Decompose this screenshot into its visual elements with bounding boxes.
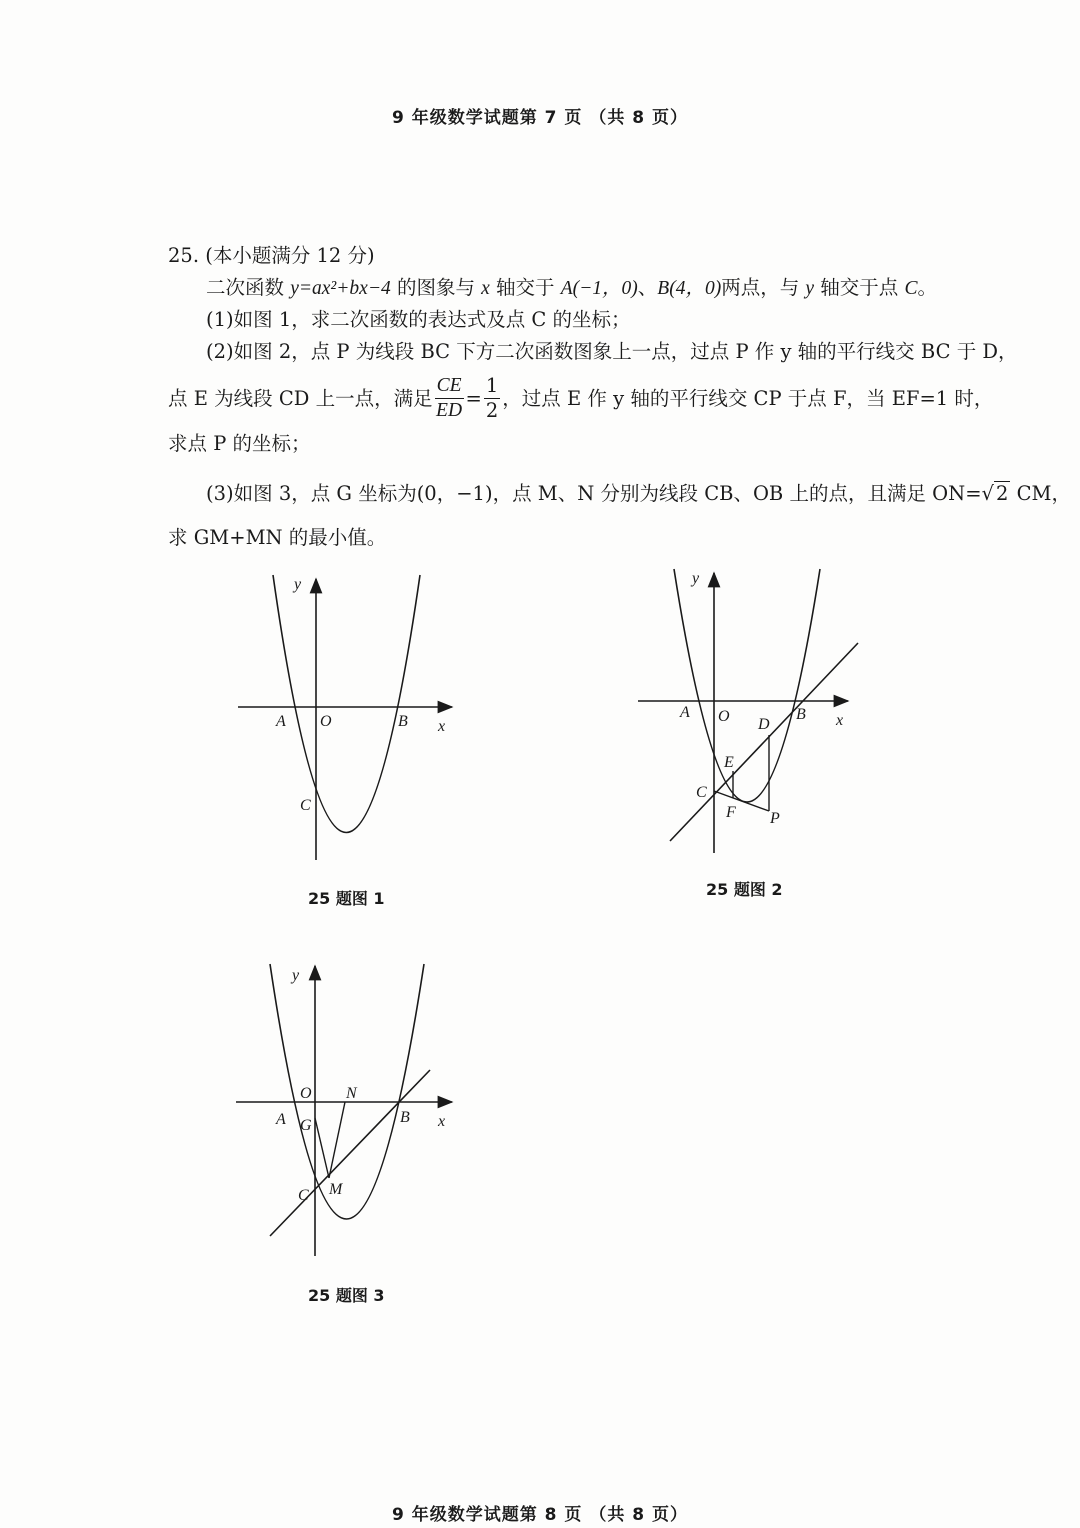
label-a: A — [680, 704, 690, 721]
label-o: O — [300, 1085, 312, 1102]
question-part-2-line-1: (2)如图 2，点 P 为线段 BC 下方二次函数图象上一点，过点 P 作 y 轴的平行线交 BC 于 D， — [206, 340, 1018, 363]
label-o: O — [718, 708, 730, 725]
stem-point-b: B(4，0) — [657, 278, 722, 299]
question-score-note: (本小题满分 12 分) — [205, 244, 375, 267]
label-b: B — [796, 706, 806, 723]
question-heading — [168, 246, 375, 266]
question-stem — [206, 278, 937, 299]
figure-2 — [630, 565, 870, 865]
label-x: x — [836, 712, 844, 729]
fraction-ce-ed — [435, 376, 464, 422]
label-y: y — [294, 576, 302, 593]
figure-1 — [230, 565, 470, 865]
label-a: A — [276, 1111, 286, 1128]
fraction-denominator: ED — [436, 400, 463, 422]
stem-var: y — [805, 278, 815, 299]
stem-text: 轴交于 — [489, 276, 561, 299]
fraction-numerator: 1 — [484, 376, 500, 399]
sqrt-symbol: √ — [981, 482, 994, 505]
part2-text: 点 E 为线段 CD 上一点，满足 — [168, 387, 433, 411]
stem-text: 。 — [917, 276, 937, 299]
label-y: y — [292, 967, 300, 984]
figure-2-caption: 25 题图 2 — [706, 880, 783, 899]
stem-point-a: A(−1，0) — [560, 278, 638, 299]
part3-text: CM， — [1010, 482, 1071, 505]
label-m: M — [329, 1181, 343, 1198]
stem-text: 轴交于点 — [814, 276, 905, 299]
label-c: C — [696, 784, 707, 801]
fraction-one-half — [484, 376, 500, 422]
label-c: C — [298, 1187, 309, 1204]
label-f: F — [726, 804, 736, 821]
question-part-1: (1)如图 1，求二次函数的表达式及点 C 的坐标； — [206, 308, 631, 331]
label-y: y — [692, 570, 700, 587]
question-part-2-line-2 — [168, 376, 993, 422]
label-b: B — [398, 713, 408, 730]
stem-point-c: C — [904, 278, 918, 299]
question-part-3-line-1 — [206, 484, 1071, 504]
fraction-numerator: CE — [435, 376, 464, 399]
equals-sign: = — [465, 387, 482, 411]
segment-gm — [315, 1118, 329, 1178]
fraction-denominator: 2 — [485, 399, 499, 423]
part2-text: ，过点 E 作 y 轴的平行线交 CP 于点 F，当 EF=1 时， — [502, 387, 994, 411]
label-g: G — [300, 1117, 312, 1134]
label-e: E — [724, 754, 734, 771]
label-p: P — [770, 810, 780, 827]
parabola — [674, 569, 820, 802]
figure-3-caption: 25 题图 3 — [308, 1286, 385, 1305]
stem-text: 的图象与 — [390, 276, 482, 299]
question-part-2-line-3: 求点 P 的坐标； — [168, 432, 311, 455]
page-footer-bottom: 9 年级数学试题第 8 页 （共 8 页） — [392, 1505, 688, 1525]
question-number: 25. — [168, 244, 200, 267]
stem-text: 两点，与 — [721, 276, 806, 299]
label-n: N — [346, 1085, 357, 1102]
label-c: C — [300, 797, 311, 814]
label-b: B — [400, 1109, 410, 1126]
label-o: O — [320, 713, 332, 730]
stem-text: 二次函数 — [206, 276, 291, 299]
figure-3 — [230, 962, 470, 1262]
label-x: x — [438, 1113, 446, 1130]
question-part-3-line-2: 求 GM+MN 的最小值。 — [168, 526, 387, 549]
figure-1-caption: 25 题图 1 — [308, 889, 385, 908]
sqrt-radicand: 2 — [995, 482, 1009, 505]
label-x: x — [438, 718, 446, 735]
line-bc — [670, 643, 858, 841]
stem-var: x — [481, 278, 490, 299]
label-a: A — [276, 713, 286, 730]
parabola — [273, 575, 420, 833]
part3-text: (3)如图 3，点 G 坐标为(0，−1)，点 M、N 分别为线段 CB、OB 上的点，且满足 ON= — [206, 482, 982, 505]
label-d: D — [758, 716, 770, 733]
page-header-footer-top: 9 年级数学试题第 7 页 （共 8 页） — [392, 108, 688, 128]
stem-text: 、 — [637, 276, 658, 299]
stem-formula: y=ax²+bx−4 — [290, 278, 391, 299]
